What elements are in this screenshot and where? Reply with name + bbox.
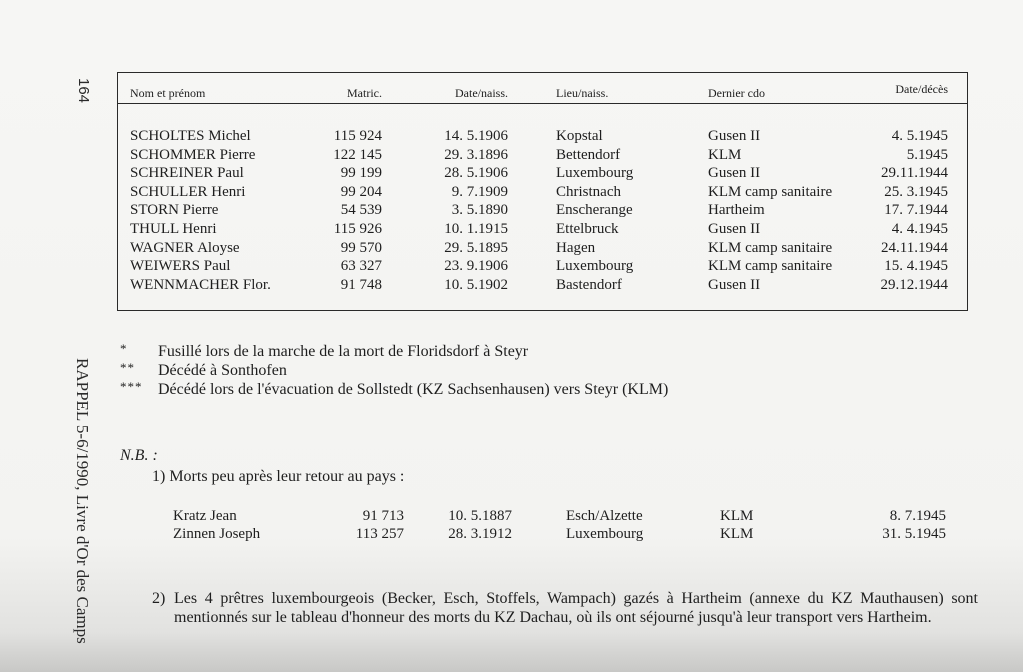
cell-death-date: 25. 3.1945: [884, 183, 948, 200]
cell-last-kdo: KLM camp sanitaire: [708, 239, 833, 256]
cell-matric: 63 327: [340, 258, 382, 275]
cell-last-kdo: Gusen II: [708, 128, 761, 144]
cell-last-kdo: Gusen II: [708, 276, 761, 293]
cell-name: SCHOLTES Michel: [130, 128, 251, 144]
nb-table-row: [0, 526, 1023, 544]
footnote-mark: ***: [120, 379, 143, 394]
cell-matric: 54 539: [340, 202, 382, 219]
table-row: [118, 165, 967, 184]
page-number: 164: [75, 78, 92, 104]
header-birth-date: Date/naiss.: [455, 86, 508, 100]
cell-last-kdo: KLM: [708, 146, 742, 163]
cell-name: SCHOMMER Pierre: [130, 146, 256, 163]
cell-last-kdo: Gusen II: [708, 220, 761, 237]
cell-matric: 113 257: [355, 526, 404, 542]
table-row: [118, 128, 967, 147]
footnote-text: Décédé à Sonthofen: [158, 362, 287, 379]
cell-name: SCHREINER Paul: [130, 165, 244, 182]
running-title: RAPPEL 5-6/1990, Livre d'Or des Camps: [73, 358, 92, 644]
cell-name: WEIWERS Paul: [130, 258, 231, 275]
cell-last-kdo: Hartheim: [708, 202, 765, 219]
cell-name: Kratz Jean: [173, 508, 237, 524]
header-birth-place: Lieu/naiss.: [556, 86, 609, 100]
cell-last-kdo: Gusen II: [708, 165, 761, 182]
table-row: [118, 240, 967, 259]
cell-birth-place: Luxembourg: [566, 526, 644, 542]
cell-birth-place: Bettendorf: [556, 146, 621, 163]
nb-item2-number: 2): [152, 590, 166, 607]
cell-death-date: 15. 4.1945: [884, 258, 948, 275]
cell-name: THULL Henri: [130, 220, 217, 237]
cell-last-kdo: KLM camp sanitaire: [708, 258, 833, 275]
footnote: [120, 362, 980, 381]
cell-last-kdo: KLM: [720, 526, 754, 542]
cell-death-date: 24.11.1944: [881, 239, 948, 256]
header-last-kdo: Dernier cdo: [708, 86, 765, 100]
cell-matric: 91 748: [340, 276, 382, 293]
cell-birth-date: 23. 9.1906: [444, 258, 508, 275]
cell-matric: 91 713: [362, 508, 404, 524]
cell-name: Zinnen Joseph: [173, 526, 261, 542]
cell-death-date: 29.12.1944: [880, 276, 948, 293]
table-row: [118, 221, 967, 240]
table-row: [118, 147, 967, 166]
cell-birth-place: Hagen: [556, 239, 596, 256]
cell-birth-place: Kopstal: [556, 128, 603, 144]
deaths-table: [117, 72, 968, 311]
header-name: Nom et prénom: [130, 86, 206, 100]
cell-matric: 115 924: [333, 128, 382, 144]
table-row: [118, 202, 967, 221]
cell-birth-date: 10. 1.1915: [444, 220, 508, 237]
cell-birth-date: 10. 5.1887: [448, 508, 512, 524]
cell-death-date: 8. 7.1945: [889, 508, 946, 524]
cell-birth-date: 29. 3.1896: [444, 146, 508, 163]
footnote: [120, 343, 980, 362]
table-body: [118, 128, 967, 295]
table-row: [118, 184, 967, 203]
cell-birth-place: Luxembourg: [556, 165, 634, 182]
cell-death-date: 17. 7.1944: [884, 202, 948, 219]
nb-item2-text: Les 4 prêtres luxembourgeois (Becker, Esch, Stoffels, Wampach) gazés à Hartheim (annexe du KZ Mauthausen) sont mentionnés sur le tableau d'honneur des morts du KZ Dachau, où ils ont séjourné jusqu'à leur transport vers Hartheim.: [174, 590, 978, 626]
cell-birth-date: 3. 5.1890: [451, 202, 508, 219]
nb-table-row: [0, 508, 1023, 526]
footnote-mark: *: [120, 341, 128, 356]
cell-matric: 99 199: [340, 165, 382, 182]
cell-matric: 115 926: [333, 220, 382, 237]
cell-death-date: 4. 4.1945: [891, 220, 948, 237]
footnote-text: Décédé lors de l'évacuation de Sollstedt (KZ Sachsenhausen) vers Steyr (KLM): [158, 381, 669, 398]
cell-name: SCHULLER Henri: [130, 183, 246, 200]
footnote: [120, 381, 980, 400]
cell-death-date: 4. 5.1945: [891, 128, 948, 144]
table-row: [118, 277, 967, 296]
cell-birth-date: 9. 7.1909: [451, 183, 508, 200]
cell-death-date: 31. 5.1945: [882, 526, 946, 542]
cell-birth-date: 14. 5.1906: [444, 128, 508, 144]
cell-name: WENNMACHER Flor.: [130, 276, 271, 293]
cell-name: WAGNER Aloyse: [130, 239, 240, 256]
cell-death-date: 29.11.1944: [881, 165, 948, 182]
nb-item1-table: [0, 508, 1023, 544]
cell-matric: 122 145: [333, 146, 382, 163]
cell-birth-date: 28. 5.1906: [444, 165, 508, 182]
cell-matric: 99 570: [340, 239, 382, 256]
table-header: [118, 73, 967, 104]
cell-death-date: 5.1945: [906, 146, 948, 163]
cell-birth-place: Luxembourg: [556, 258, 634, 275]
cell-birth-place: Ettelbruck: [556, 220, 619, 237]
cell-birth-place: Bastendorf: [556, 276, 622, 293]
cell-birth-place: Enscherange: [556, 202, 633, 219]
cell-birth-date: 29. 5.1895: [444, 239, 508, 256]
cell-matric: 99 204: [340, 183, 382, 200]
table-row: [118, 258, 967, 277]
footnote-mark: **: [120, 360, 135, 375]
cell-last-kdo: KLM: [720, 508, 754, 524]
nb-label: N.B. :: [120, 447, 158, 464]
cell-name: STORN Pierre: [130, 202, 219, 219]
cell-birth-place: Esch/Alzette: [566, 508, 643, 524]
footnote-text: Fusillé lors de la marche de la mort de Floridsdorf à Steyr: [158, 343, 529, 360]
cell-last-kdo: KLM camp sanitaire: [708, 183, 833, 200]
footnotes: [120, 343, 980, 400]
cell-birth-place: Christnach: [556, 183, 621, 200]
header-death-date: Date/décès: [895, 82, 948, 96]
cell-birth-date: 28. 3.1912: [448, 526, 512, 542]
nb-item2: [152, 589, 978, 627]
cell-birth-date: 10. 5.1902: [444, 276, 508, 293]
nb-item1-intro: 1) Morts peu après leur retour au pays :: [152, 468, 405, 485]
header-matric: Matric.: [347, 86, 382, 100]
